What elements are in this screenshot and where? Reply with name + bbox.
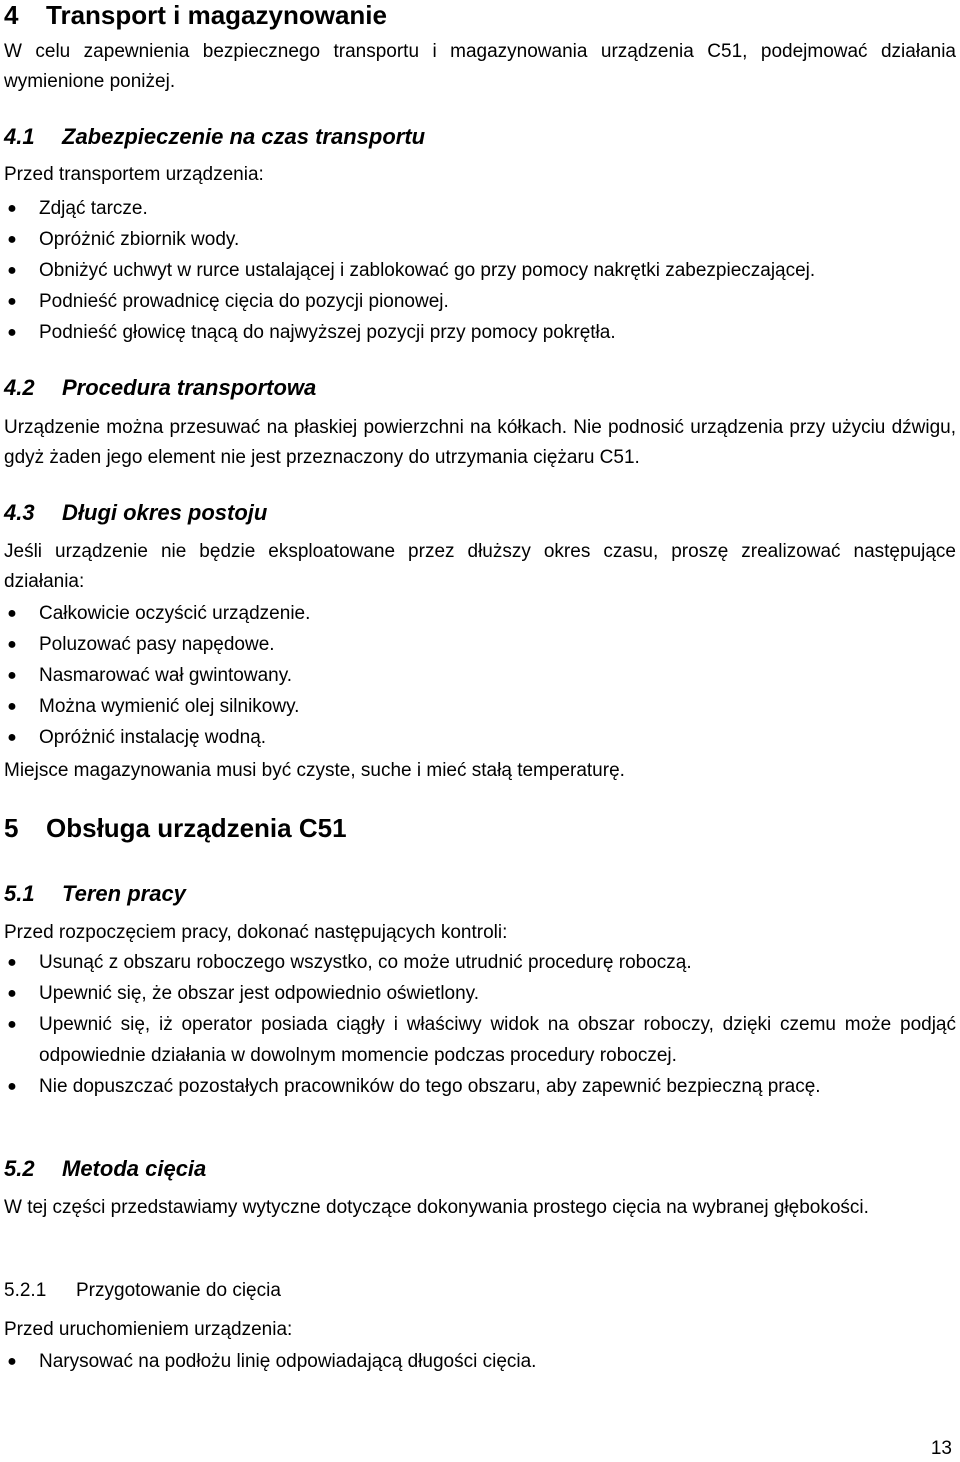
section-number: 5.2 bbox=[4, 1156, 35, 1181]
workarea-checks-list bbox=[4, 947, 956, 1102]
section-number: 5 bbox=[4, 813, 19, 843]
list-item: ● Opróżnić zbiornik wody. bbox=[4, 224, 956, 255]
section-title: Obsługa urządzenia C51 bbox=[46, 813, 347, 843]
section-5-heading bbox=[4, 813, 347, 844]
section-number: 5.2.1 bbox=[4, 1280, 47, 1301]
bullet-icon: ● bbox=[7, 231, 17, 248]
section-title: Zabezpieczenie na czas transportu bbox=[62, 124, 426, 149]
list-item: ● Nasmarować wał gwintowany. bbox=[4, 660, 956, 691]
bullet-icon: ● bbox=[7, 605, 17, 622]
section-title: Teren pracy bbox=[62, 881, 186, 906]
section-5-1-heading bbox=[4, 881, 186, 907]
bullet-icon: ● bbox=[7, 698, 17, 715]
list-item: ● Podnieść głowicę tnącą do najwyższej pozycji przy pomocy pokrętła. bbox=[4, 317, 956, 348]
list-item: ● Opróżnić instalację wodną. bbox=[4, 722, 956, 753]
list-item: ● Upewnić się, że obszar jest odpowiednio oświetlony. bbox=[4, 978, 956, 1009]
section-4-3-heading bbox=[4, 500, 267, 526]
cutting-prep-list bbox=[4, 1346, 956, 1377]
list-item: ● Można wymienić olej silnikowy. bbox=[4, 691, 956, 722]
bullet-icon: ● bbox=[7, 262, 17, 279]
section-4-1-heading bbox=[4, 124, 425, 150]
list-item: ● Obniżyć uchwyt w rurce ustalającej i zablokować go przy pomocy nakrętki zabezpieczającej. bbox=[4, 255, 956, 286]
section-number: 4 bbox=[4, 0, 19, 30]
bullet-icon: ● bbox=[7, 324, 17, 341]
storage-steps-list bbox=[4, 598, 956, 753]
section-5-2-heading bbox=[4, 1156, 206, 1182]
list-item: ● Narysować na podłożu linię odpowiadającą długości cięcia. bbox=[4, 1346, 956, 1377]
section-number: 4.3 bbox=[4, 500, 35, 525]
section-number: 5.1 bbox=[4, 881, 35, 906]
section-title: Procedura transportowa bbox=[62, 375, 317, 400]
list-item: ● Całkowicie oczyścić urządzenie. bbox=[4, 598, 956, 629]
list-item: ● Poluzować pasy napędowe. bbox=[4, 629, 956, 660]
section-5-1-lead: Przed rozpoczęciem pracy, dokonać następujących kontroli: bbox=[4, 922, 508, 943]
section-4-3-footer: Miejsce magazynowania musi być czyste, suche i mieć stałą temperaturę. bbox=[4, 760, 625, 781]
list-item: ● Zdjąć tarcze. bbox=[4, 193, 956, 224]
section-4-heading bbox=[4, 0, 387, 31]
section-4-intro: W celu zapewnienia bezpiecznego transportu i magazynowania urządzenia C51, podejmować działania wymienione poniżej. bbox=[4, 41, 956, 92]
section-5-2-1-lead: Przed uruchomieniem urządzenia: bbox=[4, 1319, 293, 1340]
bullet-icon: ● bbox=[7, 293, 17, 310]
section-4-1-lead: Przed transportem urządzenia: bbox=[4, 164, 264, 185]
list-item: ● Nie dopuszczać pozostałych pracowników do tego obszaru, aby zapewnić bezpieczną pracę. bbox=[4, 1071, 956, 1102]
bullet-icon: ● bbox=[7, 667, 17, 684]
bullet-icon: ● bbox=[7, 1078, 17, 1095]
section-number: 4.2 bbox=[4, 375, 35, 400]
bullet-icon: ● bbox=[7, 1353, 17, 1370]
list-item: ● Podnieść prowadnicę cięcia do pozycji pionowej. bbox=[4, 286, 956, 317]
bullet-icon: ● bbox=[7, 954, 17, 971]
section-title: Przygotowanie do cięcia bbox=[76, 1280, 281, 1301]
section-number: 4.1 bbox=[4, 124, 35, 149]
section-title: Metoda cięcia bbox=[62, 1156, 207, 1181]
page-number: 13 bbox=[930, 1438, 952, 1459]
list-item: ● Upewnić się, iż operator posiada ciągły i właściwy widok na obszar roboczy, dzięki czemu może podjąć odpowiednie działania w dowolnym momencie podczas procedury roboczej. bbox=[4, 1009, 956, 1071]
section-title: Długi okres postoju bbox=[62, 500, 268, 525]
transport-steps-list bbox=[4, 193, 956, 348]
bullet-icon: ● bbox=[7, 200, 17, 217]
bullet-icon: ● bbox=[7, 729, 17, 746]
list-item: ● Usunąć z obszaru roboczego wszystko, co może utrudnić procedurę roboczą. bbox=[4, 947, 956, 978]
bullet-icon: ● bbox=[7, 1016, 17, 1033]
section-title: Transport i magazynowanie bbox=[46, 0, 387, 30]
section-5-2-1-heading bbox=[4, 1280, 281, 1302]
section-4-2-heading bbox=[4, 375, 316, 401]
bullet-icon: ● bbox=[7, 636, 17, 653]
section-5-2-text: W tej części przedstawiamy wytyczne dotyczące dokonywania prostego cięcia na wybranej głębokości. bbox=[4, 1197, 869, 1218]
section-4-2-text: Urządzenie można przesuwać na płaskiej powierzchni na kółkach. Nie podnosić urządzenia przy użyciu dźwigu, gdyż żaden jego element nie jest przeznaczony do utrzymania ciężaru C51. bbox=[4, 417, 956, 468]
bullet-icon: ● bbox=[7, 985, 17, 1002]
section-4-3-lead: Jeśli urządzenie nie będzie eksploatowane przez dłuższy okres czasu, proszę zrealizować następujące działania: bbox=[4, 541, 956, 592]
